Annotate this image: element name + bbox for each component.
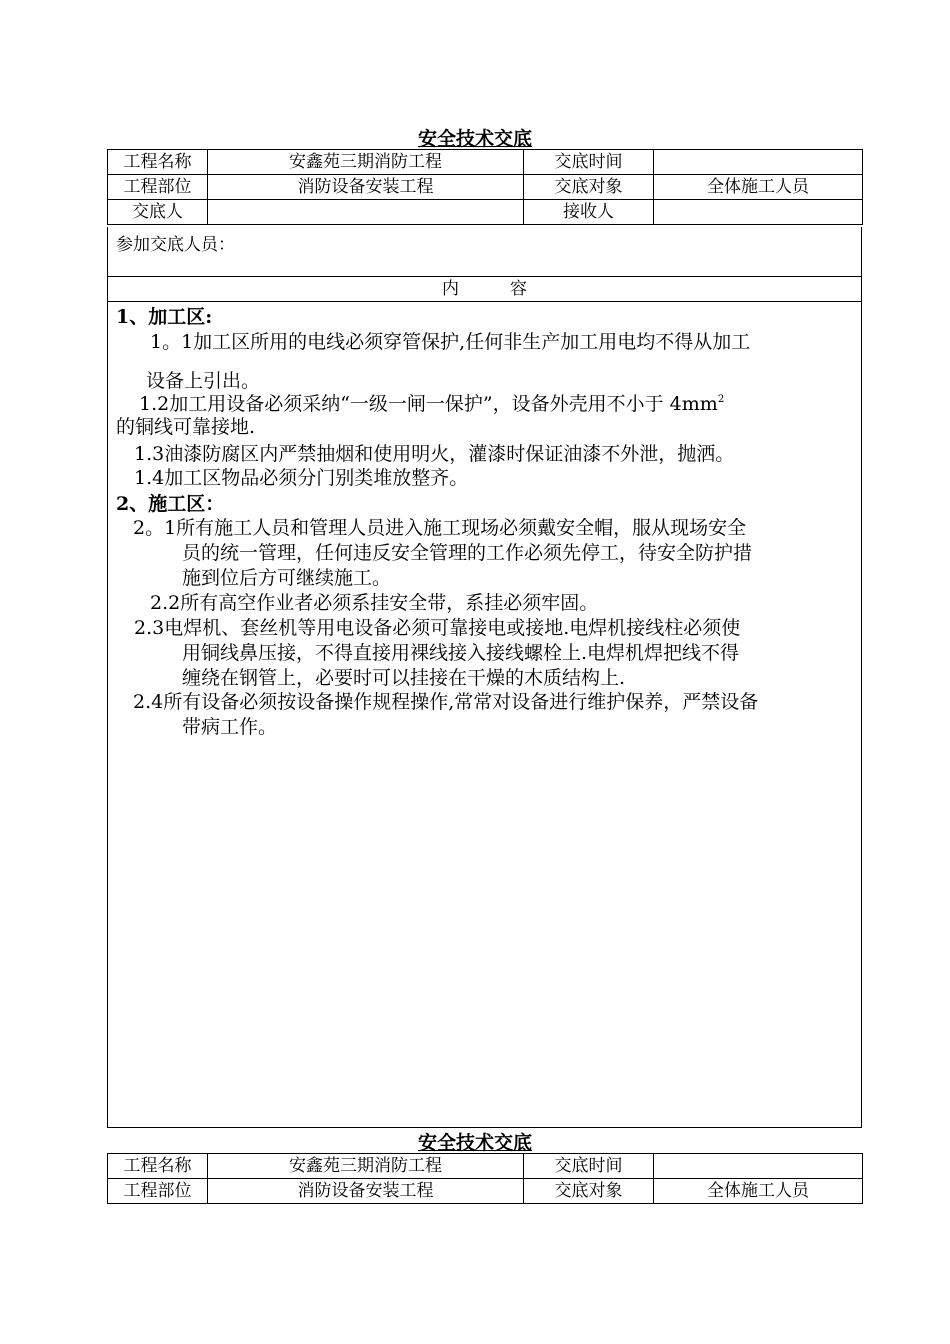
item-2-3-line3: 缠绕在钢管上，必要时可以挂接在干燥的木质结构上. — [182, 667, 626, 689]
part-label: 工程部位 — [108, 1179, 208, 1204]
item-2-4-line2: 带病工作。 — [182, 716, 278, 738]
superscript: 2 — [717, 394, 725, 405]
info-table — [107, 149, 863, 225]
content-header: 内 容 — [107, 277, 862, 302]
info-row-part — [108, 175, 863, 200]
item-1-1-line2: 设备上引出。 — [146, 370, 261, 392]
date-value — [654, 150, 863, 175]
part-label: 工程部位 — [108, 175, 208, 200]
project-name-label: 工程名称 — [108, 1154, 208, 1179]
item-2-1-line2: 员的统一管理，任何违反安全管理的工作必须先停工，待安全防护措 — [182, 542, 753, 564]
item-1-2-text: 1.2加工用设备必须采纳“一级一闸一保护”，设备外壳用不小于 4mm — [139, 393, 718, 415]
receiver-value — [654, 200, 863, 225]
date-label: 交底时间 — [524, 150, 654, 175]
form2-title: 安全技术交底 — [417, 1132, 532, 1154]
date-label: 交底时间 — [524, 1154, 654, 1179]
project-name-value: 安鑫苑三期消防工程 — [208, 150, 524, 175]
project-name-label: 工程名称 — [108, 150, 208, 175]
info-row-persons — [108, 200, 863, 225]
section-1-title: 1、加工区: — [116, 306, 213, 328]
info-row-part — [108, 1179, 863, 1204]
info-row-project — [108, 1154, 863, 1179]
item-1-1-line1: 1。1加工区所用的电线必须穿管保护,任何非生产加工用电均不得从加工 — [150, 331, 751, 353]
info-table-2 — [107, 1153, 863, 1204]
info-row-project — [108, 150, 863, 175]
item-1-4: 1.4加工区物品必须分门别类堆放整齐。 — [134, 467, 469, 489]
target-value: 全体施工人员 — [654, 1179, 863, 1204]
content-body — [107, 302, 862, 1128]
participants-box — [107, 227, 862, 277]
discloser-value — [208, 200, 524, 225]
target-label: 交底对象 — [524, 175, 654, 200]
form-title: 安全技术交底 — [417, 128, 532, 150]
part-value: 消防设备安装工程 — [208, 175, 524, 200]
discloser-label: 交底人 — [108, 200, 208, 225]
item-2-1-line1: 2。1所有施工人员和管理人员进入施工现场必须戴安全帽，服从现场安全 — [133, 517, 747, 539]
item-2-1-line3: 施到位后方可继续施工。 — [182, 567, 392, 589]
item-2-3-line2: 用铜线鼻压接，不得直接用裸线接入接线螺栓上.电焊机焊把线不得 — [182, 642, 740, 664]
target-value: 全体施工人员 — [654, 175, 863, 200]
receiver-label: 接收人 — [524, 200, 654, 225]
item-1-2-line2: 的铜线可靠接地. — [116, 416, 256, 438]
date-value — [654, 1154, 863, 1179]
project-name-value: 安鑫苑三期消防工程 — [208, 1154, 524, 1179]
item-1-3: 1.3油漆防腐区内严禁抽烟和使用明火，灌漆时保证油漆不外泄，抛洒。 — [134, 443, 735, 465]
item-2-3-line1: 2.3电焊机、套丝机等用电设备必须可靠接电或接地.电焊机接线柱必须使 — [134, 617, 741, 639]
part-value: 消防设备安装工程 — [208, 1179, 524, 1204]
item-2-2: 2.2所有高空作业者必须系挂安全带，系挂必须牢固。 — [150, 592, 599, 614]
target-label: 交底对象 — [524, 1179, 654, 1204]
item-2-4-line1: 2.4所有设备必须按设备操作规程操作,常常对设备进行维护保养，严禁设备 — [133, 691, 759, 713]
section-2-title: 2、施工区： — [116, 493, 225, 515]
item-1-2-line1 — [139, 392, 724, 416]
participants-label: 参加交底人员： — [116, 235, 235, 255]
